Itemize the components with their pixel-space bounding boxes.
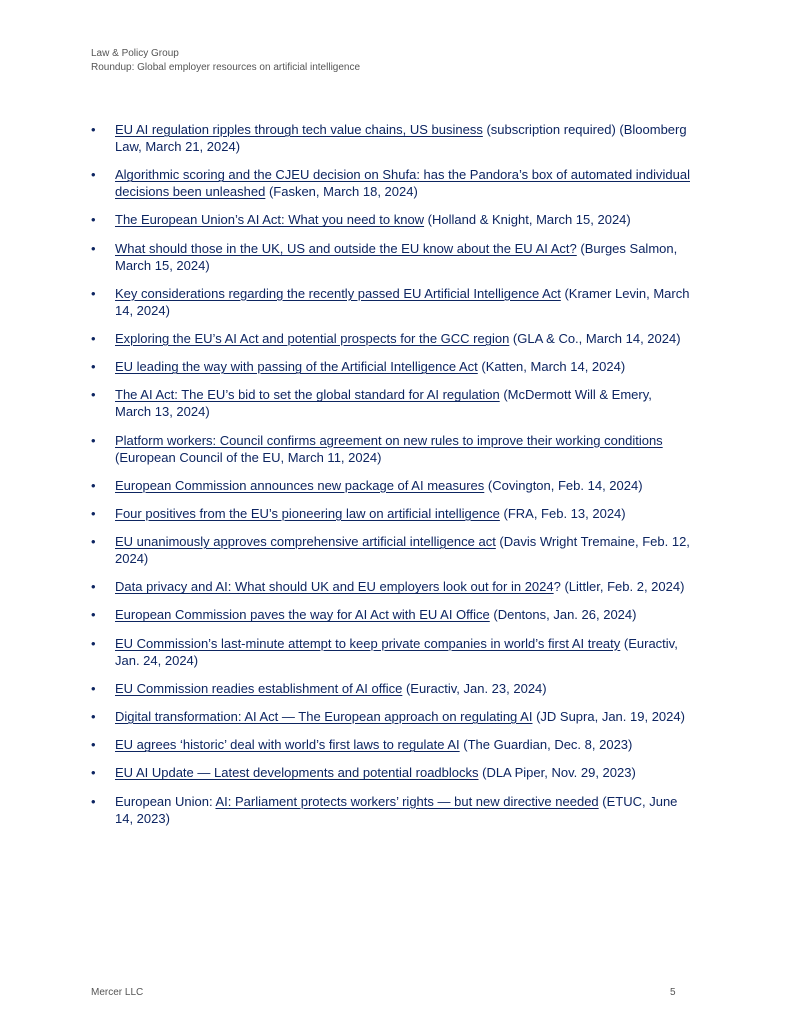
bullet-icon: • <box>91 167 96 183</box>
item-source: (JD Supra, Jan. 19, 2024) <box>532 709 685 724</box>
resource-list <box>91 121 691 838</box>
list-item <box>91 533 691 567</box>
resource-link[interactable]: European Commission announces new package of AI measures <box>115 477 485 493</box>
list-item <box>91 764 691 781</box>
list-item <box>91 211 691 228</box>
resource-link[interactable]: European Commission paves the way for AI Act with EU AI Office <box>115 607 490 623</box>
resource-link[interactable]: Four positives from the EU’s pioneering law on artificial intelligence <box>115 505 500 521</box>
page-number: 5 <box>670 987 676 998</box>
list-item <box>91 606 691 623</box>
list-item <box>91 736 691 753</box>
list-item <box>91 285 691 319</box>
item-source: (subscription required) (Bloomberg Law, March 21, 2024) <box>115 122 687 154</box>
bullet-icon: • <box>91 607 96 623</box>
resource-link[interactable]: Key considerations regarding the recently passed EU Artificial Intelligence Act <box>115 285 561 301</box>
item-source: (ETUC, June 14, 2023) <box>115 793 678 826</box>
resource-link[interactable]: Digital transformation: AI Act — The European approach on regulating AI <box>115 709 533 724</box>
item-source: (Euractiv, Jan. 23, 2024) <box>402 680 547 696</box>
bullet-icon: • <box>91 122 96 137</box>
footer-company: Mercer LLC <box>91 987 144 998</box>
bullet-icon: • <box>91 635 96 651</box>
item-source: (GLA & Co., March 14, 2024) <box>509 330 681 346</box>
list-item <box>91 635 691 669</box>
item-source: (Kramer Levin, March 14, 2024) <box>115 285 690 318</box>
resource-link[interactable]: EU AI Update — Latest developments and potential roadblocks <box>115 765 479 781</box>
item-source: (DLA Piper, Nov. 29, 2023) <box>478 765 636 781</box>
list-item <box>91 240 691 274</box>
bullet-icon: • <box>91 680 96 696</box>
item-source: (Dentons, Jan. 26, 2024) <box>489 607 637 623</box>
resource-link[interactable]: EU unanimously approves comprehensive artificial intelligence act <box>115 534 496 550</box>
resource-link[interactable]: Exploring the EU’s AI Act and potential prospects for the GCC region <box>115 330 510 346</box>
item-source: ? (Littler, Feb. 2, 2024) <box>553 579 685 595</box>
item-source: (Fasken, March 18, 2024) <box>265 184 418 200</box>
bullet-icon: • <box>91 240 96 256</box>
resource-link[interactable]: EU Commission readies establishment of AI office <box>115 680 403 696</box>
resource-link[interactable]: The AI Act: The EU’s bid to set the global standard for AI regulation <box>115 387 500 403</box>
bullet-icon: • <box>91 579 96 595</box>
item-source: (Holland & Knight, March 15, 2024) <box>424 212 631 228</box>
bullet-icon: • <box>91 793 96 809</box>
resource-link[interactable]: EU AI regulation ripples through tech value chains, US business <box>115 122 483 137</box>
bullet-icon: • <box>91 432 96 448</box>
bullet-icon: • <box>91 285 96 301</box>
list-item <box>91 578 691 595</box>
bullet-icon: • <box>91 330 96 346</box>
list-item <box>91 166 691 200</box>
list-item <box>91 432 691 466</box>
resource-link[interactable]: EU leading the way with passing of the Artificial Intelligence Act <box>115 359 478 375</box>
bullet-icon: • <box>91 534 96 550</box>
resource-link[interactable]: EU agrees ‘historic’ deal with world’s first laws to regulate AI <box>115 737 460 753</box>
list-item <box>91 386 691 420</box>
bullet-icon: • <box>91 709 96 724</box>
item-prefix: European Union: <box>115 793 216 809</box>
item-source: (FRA, Feb. 13, 2024) <box>499 505 626 521</box>
resource-link[interactable]: What should those in the UK, US and outside the EU know about the EU AI Act? <box>115 240 577 256</box>
list-item <box>91 793 691 827</box>
item-source: (McDermott Will & Emery, March 13, 2024) <box>115 387 652 420</box>
bullet-icon: • <box>91 387 96 403</box>
header-document-title: Roundup: Global employer resources on artificial intelligence <box>91 62 361 73</box>
page-header <box>91 47 360 75</box>
list-item <box>91 505 691 522</box>
item-source: (Davis Wright Tremaine, Feb. 12, 2024) <box>115 534 690 567</box>
list-item <box>91 477 691 494</box>
item-source: (Euractiv, Jan. 24, 2024) <box>115 635 678 668</box>
item-source: (European Council of the EU, March 11, 2024) <box>115 449 382 465</box>
list-item <box>91 358 691 375</box>
resource-link[interactable]: AI: Parliament protects workers’ rights — but new directive needed <box>215 793 599 809</box>
list-item <box>91 330 691 347</box>
resource-link[interactable]: EU Commission’s last-minute attempt to keep private companies in world’s first AI treaty <box>115 635 621 651</box>
item-source: (Katten, March 14, 2024) <box>477 359 626 375</box>
resource-link[interactable]: Data privacy and AI: What should UK and EU employers look out for in 2024 <box>115 579 554 595</box>
item-source: (Covington, Feb. 14, 2024) <box>484 477 643 493</box>
bullet-icon: • <box>91 505 96 521</box>
item-source: (Burges Salmon, March 15, 2024) <box>115 240 678 273</box>
list-item <box>91 121 691 155</box>
resource-link[interactable]: Platform workers: Council confirms agreement on new rules to improve their working conditions <box>115 432 663 448</box>
item-source: (The Guardian, Dec. 8, 2023) <box>459 737 633 753</box>
bullet-icon: • <box>91 765 96 781</box>
bullet-icon: • <box>91 212 96 228</box>
bullet-icon: • <box>91 359 96 375</box>
resource-link[interactable]: The European Union’s AI Act: What you need to know <box>115 212 425 228</box>
bullet-icon: • <box>91 737 96 753</box>
header-group-name: Law & Policy Group <box>91 48 179 59</box>
resource-link[interactable]: Algorithmic scoring and the CJEU decision on Shufa: has the Pandora’s box of automated individual decisions been unleashed <box>115 167 690 200</box>
bullet-icon: • <box>91 477 96 493</box>
list-item <box>91 708 691 725</box>
list-item <box>91 680 691 697</box>
